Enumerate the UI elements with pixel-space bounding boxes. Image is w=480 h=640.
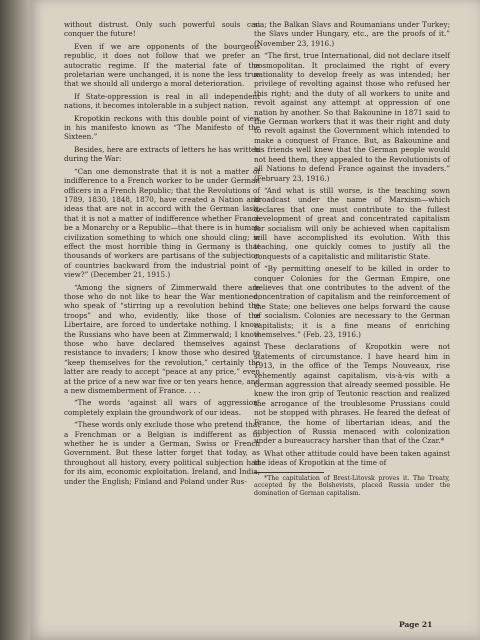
paragraph: These declarations of Kropotkin were not statements of circumstance. I have heard him in 1913, in the office of the Temps Nouveaux, rise vehemently against capitalism, vis-à-vis with a German aggression that already seemed possible. He knew the iron grip of Teutonic reaction and realized the arrogance of the troublesome Prussians could not be stopped with phrases. He feared the defeat of France, the home of libertarian ideas, and the subjection of Russia menaced with colonization under a bureaucracy harsher than that of the Czar.*	[254, 342, 450, 446]
footnote: *The capitulation of Brest-Litovsk proves it. The Treaty, accepted by the Bolshevists, placed Russia under the domination of German capitalism.	[254, 474, 450, 497]
quote-paragraph: “The first, true International, did not declare itself cosmopolitan. It proclaimed the right of every nationality to develop freely as was intended; her privilege of revolting against those who refused her this right; and the duty of all workers to unite and revolt against any attempt at oppression of one nation by another. So that Bakounine in 1871 said to the German workers that it was their right and duty to revolt against the Government which intended to make a conquest of France. But, as Bakounine and his friends well knew that the German people would not heed them, they appealed to the Revolutionists of all Nations to defend France against the invaders.” (February 23, 1916.)	[254, 51, 450, 183]
adjacent-page-edge	[0, 0, 30, 640]
paragraph: Kropotkin reckons with this double point of view in his manifesto known as “The Manifesto of the Sixteen.”	[64, 113, 260, 142]
paragraph: What other attitude could have been taken against the ideas of Kropotkin at the time of	[254, 448, 450, 468]
paragraph: Besides, here are extracts of letters he has written during the War:	[64, 144, 260, 164]
quote-paragraph: “Among the signers of Zimmerwald there are those who do not like to hear the War mentioned, who speak of “stirring up a revolution behind the troops” and who, evidently, like those of the Libertaire, are forced to undertake nothing. I know the Russians who have been at Zimmerwald; I know those who have declared themselves against resistance to invaders; I know those who desired to “keep themselves for the revolution,” certainly the latter are ready to accept “peace at any price,” even at the price of a new war five or ten years hence, and a new dismemberment of France. . . .	[64, 282, 260, 396]
paragraph: If State-oppression is real in all independent nations, it becomes intolerable in a subject nation.	[64, 91, 260, 111]
quote-paragraph: “Can one demonstrate that it is not a matter of indifference to a French worker to be under German officers in a French Republic; that the Revolutions of 1789, 1830, 1848, 1870, have created a Nation and ideas that are not in accord with the German lash; that it is not a matter of indifference whether France be a Monarchy or a Republic—that there is in human civilization something to which one should cling; in effect the most horrible thing in Germany is that thousands of workers are partisans of the subjection of countries backward from the industrial point of view?” (December 21, 1915.)	[64, 166, 260, 280]
quote-paragraph: “The words ‘against all wars of aggression’ completely explain the groundwork of our ideas.	[64, 398, 260, 417]
left-text-column	[64, 20, 260, 489]
paragraph: without distrust. Only such powerful souls can conquer the future!	[64, 20, 260, 39]
paragraph: Even if we are opponents of the bourgeois republic, it does not follow that we prefer an autocratic regime. If the material fate of the proletarian were unchanged, it is none the less true that we should all undergo a moral deterioration.	[64, 41, 260, 89]
quote-paragraph: “And what is still worse, is the teaching sown broadcast under the name of Marxism—which declares that one must contribute to the fullest development of great and concentrated capitalism for socialism will only be achieved when capitalism will have accomplished its evolution. With this teaching, one quickly comes to justify all the conquests of a capitalistic and militaristic State.	[254, 185, 450, 261]
quote-paragraph: “These words only exclude those who pretend that a Frenchman or a Belgian is indifferent as to whether he is under a German, Swiss or French Government. But these latter forget that today, as throughout all history, every political subjection had for its aim, economic exploitation. Ireland, and India, under the English; Finland and Poland under Rus-	[64, 420, 260, 486]
paragraph: sia; the Balkan Slavs and Roumanians under Turkey; the Slavs under Hungary, etc., are the proofs of it.” (November 23, 1916.)	[254, 20, 450, 48]
right-text-column	[254, 20, 450, 500]
page-number: Page 21	[399, 620, 433, 629]
quote-paragraph: “By permitting oneself to be killed in order to conquer Colonies for the German Empire, one believes that one contributes to the advent of the concentration of capitalism and the reinforcement of the State; one believes one helps forward the cause of socialism. Colonies are necessary to the German capitalists; it is a fine means of enriching themselves.” (Feb. 23, 1916.)	[254, 264, 450, 339]
footnote-divider	[254, 472, 324, 473]
